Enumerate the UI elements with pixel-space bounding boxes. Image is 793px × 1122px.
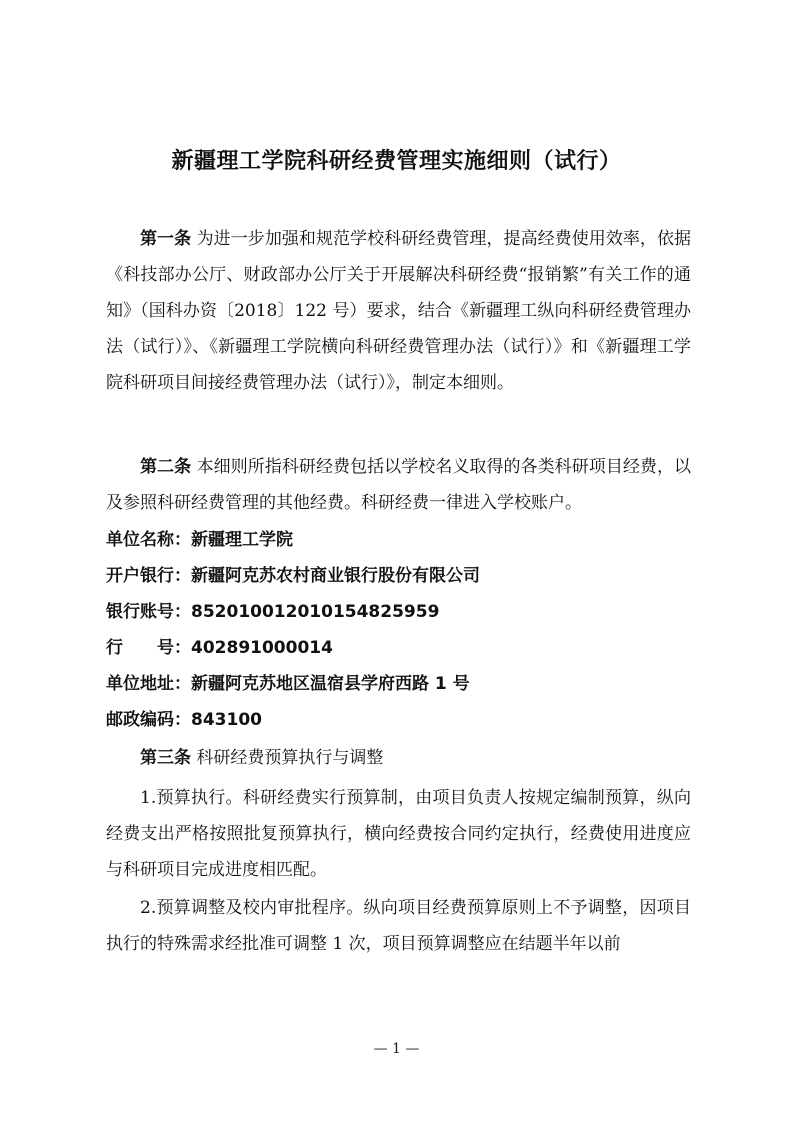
article-1 — [106, 221, 691, 401]
item-2-budget-adjustment: 2.预算调整及校内审批程序。纵向项目经费预算原则上不予调整，因项目执行的特殊需求经批准可调整 1 次，项目预算调整应在结题半年以前 — [106, 898, 691, 954]
info-account-number: 银行账号：852010012010154825959 — [106, 602, 440, 622]
article-3-heading: 第三条 — [140, 748, 191, 768]
article-2-heading: 第二条 — [140, 457, 192, 477]
article-2-body: 本细则所指科研经费包括以学校名义取得的各类科研项目经费，以及参照科研经费管理的其他经费。科研经费一律进入学校账户。 — [106, 457, 692, 513]
info-bank: 开户银行：新疆阿克苏农村商业银行股份有限公司 — [106, 566, 480, 586]
info-unit-name: 单位名称：新疆理工学院 — [106, 530, 293, 550]
article-2 — [106, 449, 691, 521]
page-number: — 1 — — [373, 1041, 420, 1057]
document-title: 新疆理工学院科研经费管理实施细则（试行） — [171, 149, 622, 174]
info-bank-code: 行 号：402891000014 — [106, 638, 333, 658]
item-1-budget-execution: 1.预算执行。科研经费实行预算制，由项目负责人按规定编制预算，纵向经费支出严格按照批复预算执行，横向经费按合同约定执行，经费使用进度应与科研项目完成进度相匹配。 — [106, 788, 691, 880]
article-1-body: 为进一步加强和规范学校科研经费管理，提高经费使用效率，依据《科技部办公厅、财政部办公厅关于开展解决科研经费“报销繁”有关工作的通知》（国科办资〔2018〕122 号）要求，结合《新疆理工纵向科研经费管理办法（试行）》、《新疆理工学院横向科研经费管理办法（试行）》和《新疆理工学院科研项目间接经费管理办法（试行）》，制定本细则。 — [106, 229, 692, 393]
article-3 — [106, 740, 691, 776]
info-postcode: 邮政编码：843100 — [106, 710, 262, 730]
info-address: 单位地址：新疆阿克苏地区温宿县学府西路 1 号 — [106, 674, 470, 694]
article-3-body: 科研经费预算执行与调整 — [196, 748, 384, 768]
article-1-heading: 第一条 — [140, 229, 192, 249]
